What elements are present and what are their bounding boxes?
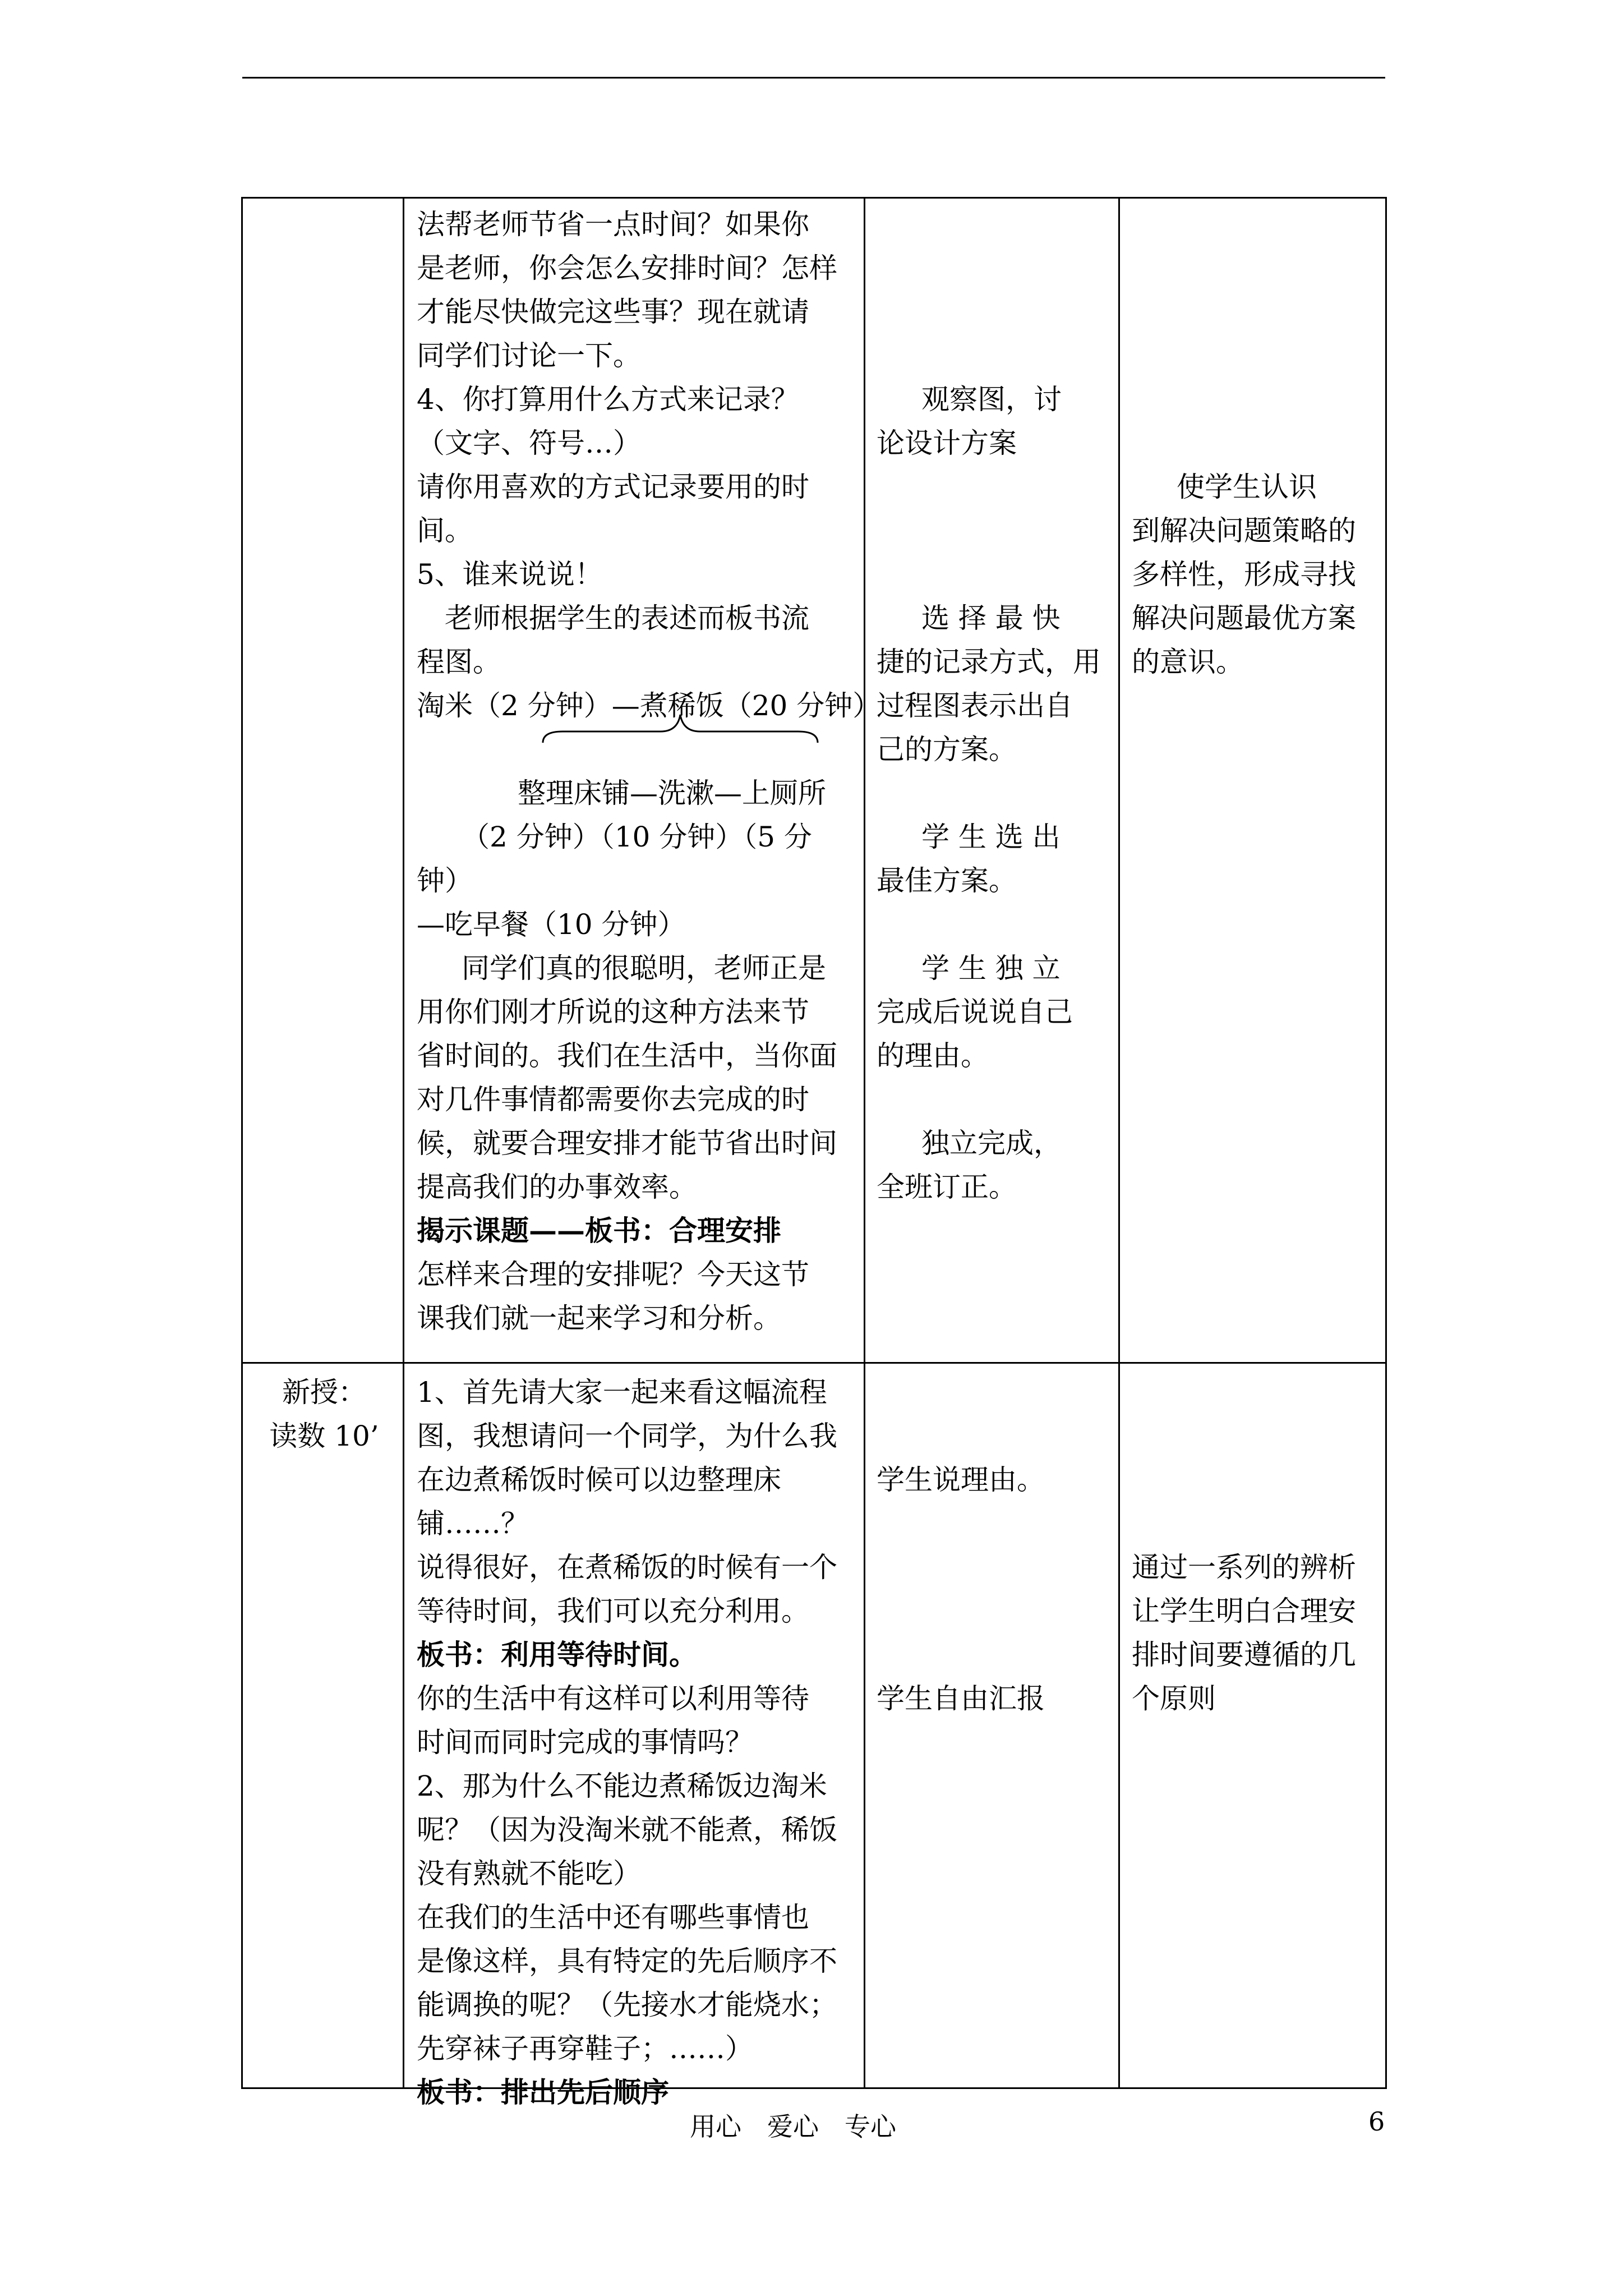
flowchart-line-1: 淘米（2 分钟）—煮稀饭（20 分钟） <box>417 689 881 722</box>
student-line: 己的方案。 <box>877 733 1017 766</box>
student-line: 独立完成， <box>921 1127 1062 1159</box>
row-divider <box>243 1362 1385 1364</box>
process-line: 课我们就一起来学习和分析。 <box>417 1302 781 1335</box>
flowchart-times: （2 分钟）（10 分钟）（5 分 <box>462 821 812 853</box>
row2-process-cell <box>417 1370 837 2114</box>
intent-line: 解决问题最优方案 <box>1132 602 1356 634</box>
process-line: 法帮老师节省一点时间？如果你 <box>417 208 809 241</box>
process-line: 1、首先请大家一起来看这幅流程 <box>417 1376 827 1409</box>
intent-line: 让学生明白合理安 <box>1132 1595 1356 1627</box>
process-line: 2、那为什么不能边煮稀饭边淘米 <box>417 1770 827 1802</box>
row2-intent-cell <box>1132 1545 1356 1720</box>
intent-line: 多样性，形成寻找 <box>1132 558 1356 591</box>
process-line: 先穿袜子再穿鞋子；……） <box>417 2032 753 2065</box>
process-line: 同学们讨论一下。 <box>417 339 641 372</box>
stage-time: 读数 10’ <box>269 1420 379 1452</box>
row1-process-cell <box>417 203 880 1340</box>
process-line: 程图。 <box>417 646 501 678</box>
process-line: 4、你打算用什么方式来记录？ <box>417 383 799 416</box>
stage-label: 新授： <box>282 1376 366 1409</box>
process-line: 用你们刚才所说的这种方法来节 <box>417 996 809 1028</box>
process-line: 没有熟就不能吃） <box>417 1857 641 1890</box>
process-line: 时间而同时完成的事情吗？ <box>417 1726 753 1759</box>
process-line: 铺……？ <box>417 1507 529 1540</box>
student-line: 完成后说说自己 <box>877 996 1073 1028</box>
process-line: 等待时间，我们可以充分利用。 <box>417 1595 809 1627</box>
column-divider-3 <box>1118 199 1120 2087</box>
board-title: 揭示课题——板书：合理安排 <box>417 1214 781 1247</box>
intent-line: 到解决问题策略的 <box>1132 514 1356 547</box>
process-line: 请你用喜欢的方式记录要用的时 <box>417 471 809 503</box>
process-line: 说得很好，在煮稀饭的时候有一个 <box>417 1551 837 1584</box>
row2-stage-cell <box>254 1370 394 1458</box>
process-line: 图，我想请问一个同学，为什么我 <box>417 1420 837 1452</box>
column-divider-1 <box>403 199 404 2087</box>
student-line: 最佳方案。 <box>877 864 1017 897</box>
process-line: 候，就要合理安排才能节省出时间 <box>417 1127 837 1159</box>
student-line: 学 生 独 立 <box>921 952 1061 984</box>
student-line: 论设计方案 <box>877 427 1017 459</box>
process-line: （文字、符号…） <box>417 427 641 459</box>
process-line: 同学们真的很聪明，老师正是 <box>462 952 826 984</box>
row1-intent-cell <box>1132 465 1356 684</box>
process-line: 怎样来合理的安排呢？今天这节 <box>417 1258 809 1291</box>
process-line: 钟） <box>417 864 473 897</box>
process-line: 在边煮稀饭时候可以边整理床 <box>417 1464 781 1496</box>
intent-line: 个原则 <box>1132 1682 1216 1715</box>
intent-line: 使学生认识 <box>1177 471 1317 503</box>
student-line: 捷的记录方式，用 <box>877 646 1101 678</box>
header-rule <box>242 77 1385 79</box>
process-line: 提高我们的办事效率。 <box>417 1171 697 1203</box>
process-line: 是像这样，具有特定的先后顺序不 <box>417 1945 837 1977</box>
process-line: 能调换的呢？（先接水才能烧水； <box>417 1989 837 2021</box>
student-line: 选 择 最 快 <box>921 602 1061 634</box>
student-line: 过程图表示出自 <box>877 689 1073 722</box>
student-line: 学生自由汇报 <box>877 1682 1045 1715</box>
student-line: 学 生 选 出 <box>921 821 1061 853</box>
flowchart-line-2: 整理床铺—洗漱—上厕所 <box>518 777 826 809</box>
page-number: 6 <box>1368 2106 1385 2137</box>
board-note: 板书：排出先后顺序 <box>417 2076 669 2109</box>
process-line: 间。 <box>417 514 473 547</box>
board-note: 板书：利用等待时间。 <box>417 1638 697 1671</box>
student-line: 全班订正。 <box>877 1171 1017 1203</box>
student-line: 观察图，讨 <box>921 383 1062 416</box>
flowchart-line-3: —吃早餐（10 分钟） <box>417 908 686 941</box>
footer-motto: 用心 爱心 专心 <box>690 2111 896 2142</box>
process-line: 呢？（因为没淘米就不能煮，稀饭 <box>417 1814 837 1846</box>
intent-line: 的意识。 <box>1132 646 1244 678</box>
flowchart-brace <box>540 712 820 751</box>
lesson-table <box>241 197 1387 2109</box>
row2-student-cell <box>877 1458 1045 1720</box>
process-line: 才能尽快做完这些事？现在就请 <box>417 296 809 328</box>
process-line: 省时间的。我们在生活中，当你面 <box>417 1039 837 1072</box>
student-line: 的理由。 <box>877 1039 989 1072</box>
process-line: 在我们的生活中还有哪些事情也 <box>417 1901 809 1934</box>
row1-student-cell <box>877 378 1101 1209</box>
intent-line: 排时间要遵循的几 <box>1132 1639 1356 1671</box>
student-line: 学生说理由。 <box>877 1464 1045 1496</box>
intent-line: 通过一系列的辨析 <box>1132 1551 1356 1584</box>
process-line: 5、谁来说说！ <box>417 558 603 591</box>
process-line: 是老师，你会怎么安排时间？怎样 <box>417 252 837 284</box>
process-line: 对几件事情都需要你去完成的时 <box>417 1083 809 1116</box>
process-line: 你的生活中有这样可以利用等待 <box>417 1682 809 1715</box>
process-line: 老师根据学生的表述而板书流 <box>445 602 809 634</box>
